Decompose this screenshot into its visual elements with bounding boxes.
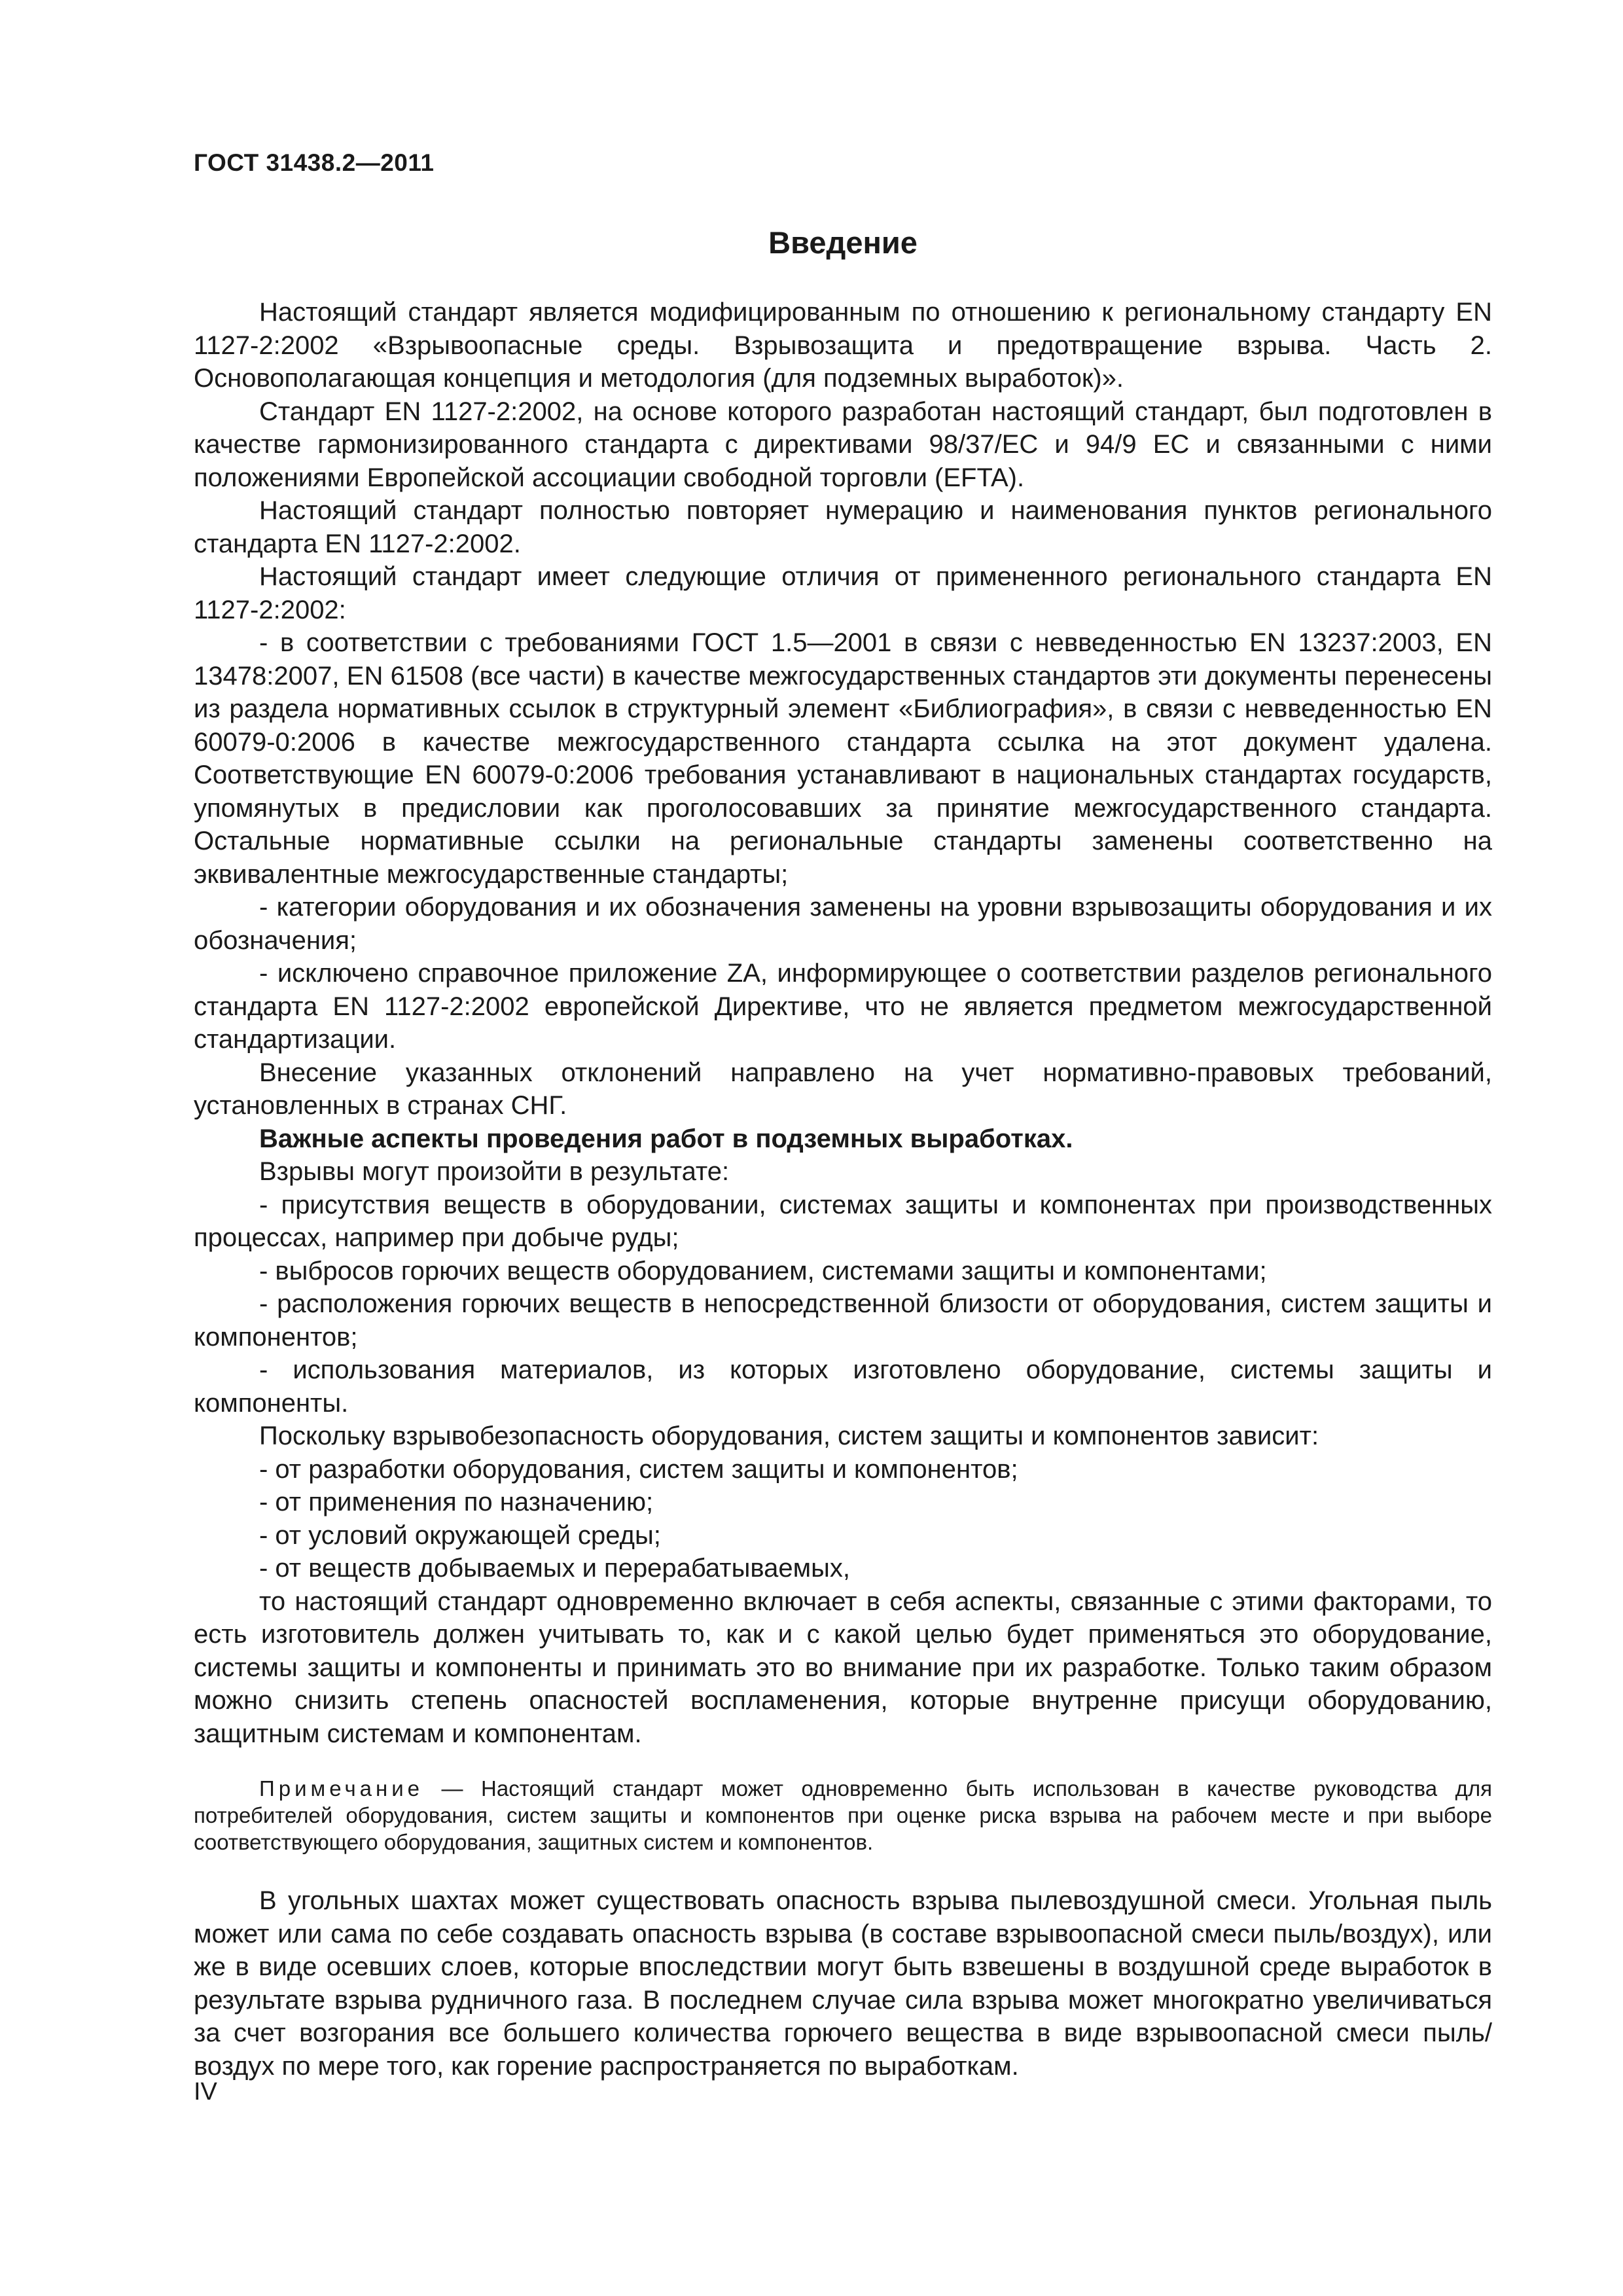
paragraph: Настоящий стандарт полностью повторяет нумерацию и наименования пунктов регионального стандарта EN 1127-2:2002.: [194, 496, 1492, 558]
list-item: - от условий окружающей среды;: [259, 1520, 661, 1550]
list-item: - присутствия веществ в оборудовании, системах защиты и компонентах при производственных процессах, например при добыче руды;: [194, 1190, 1492, 1252]
note-text: — Настоящий стандарт может одновременно быть использован в качестве руководства для потребителей оборудования, систем защиты и компонентов при оценке риска взрыва на рабочем месте и при выборе соответствующего оборудования, защитных систем и компонентов.: [194, 1776, 1492, 1854]
paragraph: Внесение указанных отклонений направлено на учет нормативно-правовых требований, установленных в странах СНГ.: [194, 1058, 1492, 1120]
body-text: [194, 296, 1492, 2083]
section-title: Введение: [768, 225, 918, 260]
page-number: IV: [194, 2078, 217, 2106]
list-item: - категории оборудования и их обозначения заменены на уровни взрывозащиты оборудования и их обозначения;: [194, 893, 1492, 955]
note-label: Примечание: [259, 1776, 424, 1801]
list-item: - использования материалов, из которых изготовлено оборудование, системы защиты и компоненты.: [194, 1355, 1492, 1418]
paragraph: Взрывы могут произойти в результате:: [259, 1157, 730, 1186]
paragraph: Настоящий стандарт имеет следующие отличия от примененного регионального стандарта EN 1127-2:2002:: [194, 562, 1492, 624]
list-item: - расположения горючих веществ в непосредственной близости от оборудования, систем защиты и компонентов;: [194, 1289, 1492, 1352]
list-item: - в соответствии с требованиями ГОСТ 1.5—2001 в связи с невведенностью EN 13237:2003, EN 13478:2007, EN 61508 (все части) в качестве межгосударственных стандартов эти документы перенесены из раздела нормативных ссылок в структурный элемент «Библиография», в связи с невведенностью EN 60079-0:2006 в качестве межгосударственного стандарта ссылка на этот документ удалена. Соответствующие EN 60079-0:2006 требования устанавливают в национальных стандартах государств, упомянутых в предисловии как проголосовавших за принятие межгосударственного стандарта. Остальные нормативные ссылки на региональные стандарты заменены соответственно на эквивалентные межгосударственные стандарты;: [194, 628, 1492, 889]
paragraph: Поскольку взрывобезопасность оборудования, систем защиты и компонентов зависит:: [259, 1422, 1319, 1450]
document-code-header: ГОСТ 31438.2—2011: [194, 149, 435, 176]
paragraph: В угольных шахтах может существовать опасность взрыва пылевоздушной смеси. Угольная пыль может или сама по себе создавать опасность взрыва (в составе взрывоопасной смеси пыль/воздух), или же в виде осевших слоев, которые впоследствии могут быть взвешены в воздушной среде выработок в результате взрыва рудничного газа. В последнем случае сила взрыва может многократно увеличиваться за счет возгорания все большего количества горючего вещества в виде взрывоопасной смеси пыль/воздух по мере того, как горение распространяется по выработкам.: [194, 1886, 1492, 2081]
paragraph: Настоящий стандарт является модифицированным по отношению к региональному стандарту EN 1127-2:2002 «Взрывоопасные среды. Взрывозащита и предотвращение взрыва. Часть 2. Основополагающая концепция и методология (для подземных выработок)».: [194, 298, 1492, 393]
list-item: - исключено справочное приложение ZA, информирующее о соответствии разделов регионального стандарта EN 1127-2:2002 европейской Директиве, что не является предметом межгосударственной стандартизации.: [194, 959, 1492, 1054]
note-block: [194, 1775, 1492, 1856]
list-item: - от разработки оборудования, систем защиты и компонентов;: [259, 1454, 1018, 1484]
subheading: Важные аспекты проведения работ в подземных выработках.: [259, 1124, 1073, 1153]
list-item: - от применения по назначению;: [259, 1488, 654, 1516]
paragraph: то настоящий стандарт одновременно включает в себя аспекты, связанные с этими факторами, то есть изготовитель должен учитывать то, как и с какой целью будет применяться это оборудование, системы защиты и компоненты и принимать это во внимание при их разработке. Только таким образом можно снизить степень опасностей воспламенения, которые внутренне присущи оборудованию, защитным системам и компонентам.: [194, 1587, 1492, 1748]
paragraph: Стандарт EN 1127-2:2002, на основе которого разработан настоящий стандарт, был подготовлен в качестве гармонизированного стандарта с директивами 98/37/ЕС и 94/9 ЕС и связанными с ними положениями Европейской ассоциации свободной торговли (EFTA).: [194, 397, 1492, 492]
list-item: - выбросов горючих веществ оборудованием, системами защиты и компонентами;: [259, 1256, 1267, 1285]
list-item: - от веществ добываемых и перерабатываемых,: [259, 1554, 851, 1583]
